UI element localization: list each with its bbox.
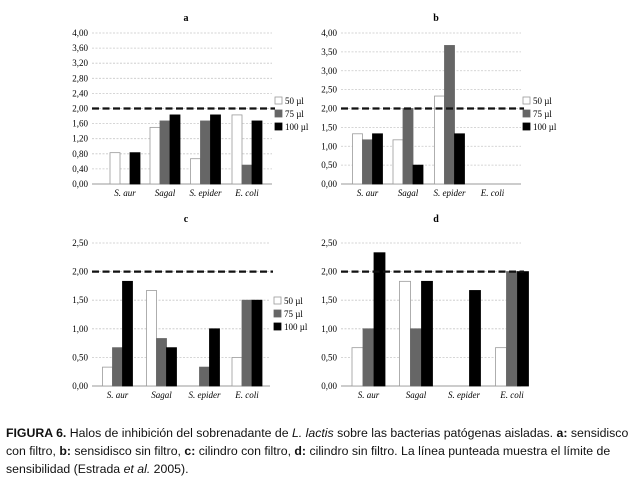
x-tick-label: Sagal xyxy=(397,188,419,198)
bar xyxy=(252,121,262,184)
chart-title-d: d xyxy=(433,214,439,225)
bar xyxy=(393,140,403,184)
caption-label: FIGURA 6. xyxy=(6,426,67,440)
bar xyxy=(170,115,180,184)
x-tick-label: S. epider xyxy=(433,188,466,198)
x-tick-label: Sagal xyxy=(151,390,172,400)
y-tick-label: 1,20 xyxy=(72,133,88,144)
bar xyxy=(123,281,133,386)
bar xyxy=(200,367,210,386)
bar xyxy=(147,290,157,386)
caption-key-b: b: xyxy=(59,444,71,458)
x-tick-label: S. aur xyxy=(357,390,380,400)
y-tick-label: 2,50 xyxy=(72,238,88,248)
bar xyxy=(455,134,465,184)
chart-title-b: b xyxy=(433,13,439,24)
caption-key-a: a: xyxy=(556,426,568,440)
y-tick-label: 3,20 xyxy=(72,58,88,69)
y-tick-label: 1,50 xyxy=(321,122,337,133)
legend-label: 75 µl xyxy=(284,309,303,319)
bar xyxy=(113,348,123,386)
legend-swatch xyxy=(523,97,530,104)
y-tick-label: 2,80 xyxy=(72,73,88,84)
x-tick-label: S. aur xyxy=(356,188,379,198)
bar xyxy=(252,300,262,386)
y-tick-label: 2,00 xyxy=(321,103,337,114)
legend-label: 50 µl xyxy=(284,296,303,306)
bar xyxy=(201,121,211,184)
bar xyxy=(160,121,170,184)
y-tick-label: 0,40 xyxy=(72,163,88,174)
bar xyxy=(352,348,363,386)
bar xyxy=(242,165,252,184)
y-tick-label: 0,50 xyxy=(72,352,88,363)
caption-species: L. lactis xyxy=(291,426,334,440)
legend-label: 50 µl xyxy=(285,96,304,106)
y-tick-label: 4,00 xyxy=(72,28,88,38)
bar xyxy=(411,329,422,386)
chart-panel-b xyxy=(321,13,557,198)
bar xyxy=(232,115,242,184)
bar xyxy=(363,140,373,184)
bar xyxy=(210,329,220,386)
caption-text-b: sensidisco sin filtro, xyxy=(70,444,185,458)
legend-swatch xyxy=(275,97,282,104)
y-tick-label: 0,80 xyxy=(72,148,88,159)
y-tick-label: 1,00 xyxy=(321,141,337,152)
y-tick-label: 2,50 xyxy=(321,84,337,95)
bar xyxy=(422,281,433,386)
legend-label: 75 µl xyxy=(533,109,552,119)
bar xyxy=(150,127,160,184)
legend-label: 50 µl xyxy=(533,96,552,106)
bar xyxy=(103,367,113,386)
bar xyxy=(374,253,385,386)
chart-panel-d xyxy=(321,214,528,400)
bar xyxy=(470,290,481,386)
bar xyxy=(167,348,177,386)
bar xyxy=(507,272,518,386)
legend-swatch xyxy=(274,323,281,330)
bar xyxy=(232,357,242,386)
y-tick-label: 0,00 xyxy=(321,179,337,189)
legend-swatch xyxy=(275,123,282,130)
bar xyxy=(403,109,413,185)
legend-swatch xyxy=(523,110,530,117)
legend-swatch xyxy=(274,310,281,317)
legend-label: 100 µl xyxy=(533,122,557,132)
bar xyxy=(353,134,363,184)
chart-panel-c xyxy=(72,214,308,400)
y-tick-label: 1,00 xyxy=(72,323,88,334)
caption-key-d: d: xyxy=(294,444,307,458)
bar xyxy=(518,272,529,386)
x-tick-label: S. aur xyxy=(114,188,136,198)
bar xyxy=(191,159,201,184)
x-tick-label: Sagal xyxy=(405,390,427,400)
x-tick-label: S. epider xyxy=(448,390,480,400)
x-tick-label: Sagal xyxy=(154,188,176,198)
chart-title-a: a xyxy=(183,13,189,24)
y-tick-label: 1,00 xyxy=(321,323,337,334)
y-tick-label: 1,60 xyxy=(72,118,88,129)
caption-text-d: cilindro sin filtro. La línea punteada muestra el límite de sensibilidad (Estrada xyxy=(6,444,611,476)
y-tick-label: 0,50 xyxy=(321,352,337,363)
caption-text-1: Halos de inhibición del sobrenadante de xyxy=(66,426,292,440)
y-tick-label: 1,50 xyxy=(72,295,88,306)
bar xyxy=(211,115,221,184)
y-tick-label: 2,40 xyxy=(72,88,88,99)
y-tick-label: 2,00 xyxy=(72,103,88,114)
legend-label: 100 µl xyxy=(284,322,308,332)
bar xyxy=(157,339,167,386)
x-tick-label: E. coli xyxy=(480,188,505,198)
legend-swatch xyxy=(274,297,281,304)
caption-etal: et al. xyxy=(123,462,151,476)
chart-title-c: c xyxy=(183,214,189,225)
y-tick-label: 2,00 xyxy=(321,266,337,277)
bar xyxy=(363,329,374,386)
x-tick-label: E. coli xyxy=(500,390,524,400)
y-tick-label: 4,00 xyxy=(321,28,337,38)
x-tick-label: S. aur xyxy=(106,390,129,400)
y-tick-label: 0,00 xyxy=(321,381,337,391)
figure-caption xyxy=(6,424,636,478)
legend-label: 100 µl xyxy=(285,122,309,132)
caption-text-c: cilindro con filtro, xyxy=(195,444,295,458)
x-tick-label: E. coli xyxy=(235,188,259,198)
x-tick-label: S. epider xyxy=(189,188,222,198)
caption-text-2: sobre las bacterias patógenas aisladas. xyxy=(333,426,557,440)
caption-year: 2005). xyxy=(150,462,189,476)
bar xyxy=(496,348,507,386)
y-tick-label: 1,50 xyxy=(321,295,337,306)
bar xyxy=(242,300,252,386)
bar xyxy=(110,153,120,184)
legend-swatch xyxy=(275,110,282,117)
x-tick-label: E. coli xyxy=(235,390,259,400)
y-tick-label: 3,50 xyxy=(321,46,337,57)
y-tick-label: 2,50 xyxy=(321,238,337,248)
bar xyxy=(445,45,455,184)
y-tick-label: 0,00 xyxy=(72,179,88,189)
caption-text-a: sensidisco con filtro, xyxy=(6,426,629,458)
y-tick-label: 2,00 xyxy=(72,266,88,277)
x-tick-label: S. epider xyxy=(188,390,221,400)
legend-swatch xyxy=(523,123,530,130)
bar xyxy=(413,165,423,184)
chart-panel-a xyxy=(72,13,309,198)
y-tick-label: 0,00 xyxy=(72,381,88,391)
y-tick-label: 3,00 xyxy=(321,65,337,76)
y-tick-label: 3,60 xyxy=(72,43,88,54)
caption-key-c: c: xyxy=(184,444,196,458)
bar xyxy=(400,281,411,386)
bar xyxy=(130,153,140,184)
y-tick-label: 0,50 xyxy=(321,160,337,171)
legend-label: 75 µl xyxy=(285,109,304,119)
bar xyxy=(373,134,383,184)
